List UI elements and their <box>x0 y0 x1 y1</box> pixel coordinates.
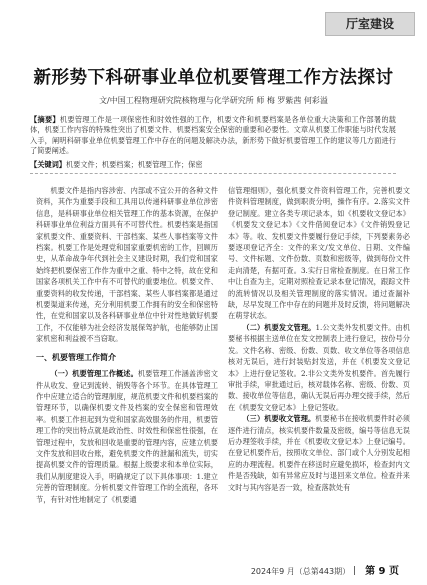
page-footer <box>251 562 399 577</box>
abstract-label: 【摘要】 <box>30 115 60 124</box>
abstract-block <box>30 115 396 174</box>
continued-paragraph <box>228 185 410 322</box>
subheading-overview: （一）机要管理工作概述。 <box>50 369 138 379</box>
intro-paragraph: 机要文件是指内容涉密、内部或不宜公开的各种文件资料，其作为重要手段和工具用以传递科研事业单位涉密信息，是科研事业单位相关管理工作的基本资源，在保护科研事业单位利益方面具有不可替代性。机要档案是指国家机要文件、重要资料、干部档案、某些人事档案等文件档案。机要工作是处理党和国家重要机密的工作，回顾历史，从革命战争年代到社会主义建设时期，我们党和国家始终把机要保密工作作为重中之重、特中之特，故在党和国家各项机关工作中有不可替代的重要地位。机要文件、重要资料的收发传递，干部档案、某些人事档案都是通过机要渠道来传递，充分利用机要工作拥有的安全和保密特性，在党和国家以及各科研事业单位中针对性地做好机要工作，不仅能够为社会经济发展保驾护航，也能够防止国家机密和利益被不当窃取。 <box>36 186 218 344</box>
outgoing-paragraph <box>228 322 410 413</box>
incoming-paragraph <box>228 413 410 493</box>
keywords-line <box>30 160 396 170</box>
subheading-outgoing: （二）机要发文管理。 <box>242 322 316 332</box>
section-heading-1: 一、机要管理工作简介 <box>36 352 116 362</box>
overview-paragraph <box>36 368 218 505</box>
footer-divider <box>354 566 355 575</box>
abstract-text: 机要管理工作是一项保密性和时效性强的工作，机要文件和机要档案是各单位重大决策和工作部署的载体，机要工作内容的特殊性突出了机要文件、机要档案安全保密的重要和必要性。文章从机要工作职能与时代发展入手，阐明科研事业单位机要管理工作中存在的问题及解决办法，新形势下做好机要管理工作的建议等几方面进行了简要阐述。 <box>30 115 396 156</box>
section-tag-label: 厅室建设 <box>345 17 394 31</box>
page-number: 第 9 页 <box>365 566 399 577</box>
right-column <box>228 185 410 493</box>
issue-info: 2024年9 月（总第443期） <box>250 567 351 576</box>
continued-text-a: 信管理细则》，强化机要文件资料管理工作，完善机要文件资料管理制度，做到职责分明，操作有序。2.落实文件登记制度。建立各类专项记录本，如《机要收文登记本》《机要发文登记本》《文件借阅登记本》《文件销毁登记本》等。收、发机要文件要履行登记手续，下列要素务必要逐项登记齐全：文件的来文/发文单位、日期、文件编号、文件标题、文件份数、页数和密级等，做到每份文件走向清楚，有据可查 <box>228 186 410 275</box>
keywords-label: 【关键词】 <box>30 159 66 169</box>
article-title: 新形势下科研事业单位机要管理工作方法探讨 <box>33 68 394 88</box>
section-tag <box>325 12 415 36</box>
left-column <box>36 185 218 505</box>
author-line: 文/中国工程物理研究院核物理与化学研究所 师 梅 罗紫茜 何彩溢 <box>99 96 328 105</box>
incoming-text: 机要秘书在接收机要件时必须逐件进行清点，核实机要件数量及密级，编号等信息无误后办理签收手续，并在《机要收文登记本》上登记编号。在登记机要件后，按照收文单位、部门或个人分别发起相应的办理流程。机要件在移送时应避免损坏，检查封内文件是否残缺，如有异常应及时与退回来文单位。检查并来文时与其内容是否一致，检查落款处有 <box>228 414 410 492</box>
subheading-incoming: （三）机要收文管理。 <box>242 414 316 424</box>
continued-text-b: 。3.实行日常检查制度。在日常工作中让自查为主，定期对照检查记录本登记情况，跟踪文件的流转情况以及相关管理制度的落实情况。通过查漏补缺，尽早发现工作中存在的问题并及时反馈，将问题解决在萌芽状态。 <box>228 265 410 321</box>
overview-text: 机要管理工作涵盖涉密文件从收发、登记到流转、销毁等各个环节。在具体管理工作中应建立适合的管理制度，规范机要文件和机要档案的管理环节，以确保机要文件及档案的安全保密和管理效率。机要工作担起到为党和国家高效服务的作用，机要管理工作的突出特点就是政治性、时效性和保密性很强，在管理过程中，发放和回收是重要的管理内容，应建立机要文件发放和回收台账，避免机要文件的泄漏和流失，切实提高机要文件的管理质量。根据上级要求和本单位实际，我们从制度建设入手，明确规定了以下具体事项：1.建立完善的管理制度。分析机要文件管理工作的全流程，各环节，有针对性地制定了《机要通 <box>36 369 218 504</box>
keywords-text: 机要文件；机要档案；机要管理工作；保密 <box>65 159 203 169</box>
outgoing-text: 1.公文类外发机要文件。由机要秘书根据主送单位在发文控制表上进行登记，按份号分发。文件名称、密级、份数、页数、收文单位等各项信息核对无误后，进行封装贴封发送，并在《机要发文登记本》上进行登记签收。2.非公文类外发机要件。首先履行审批手续，审批通过后，核对载体名称、密级、份数、页数、接收单位等信息，确认无误后再办理交接手续，然后在《机要发文登记本》上登记签收。 <box>228 322 410 412</box>
